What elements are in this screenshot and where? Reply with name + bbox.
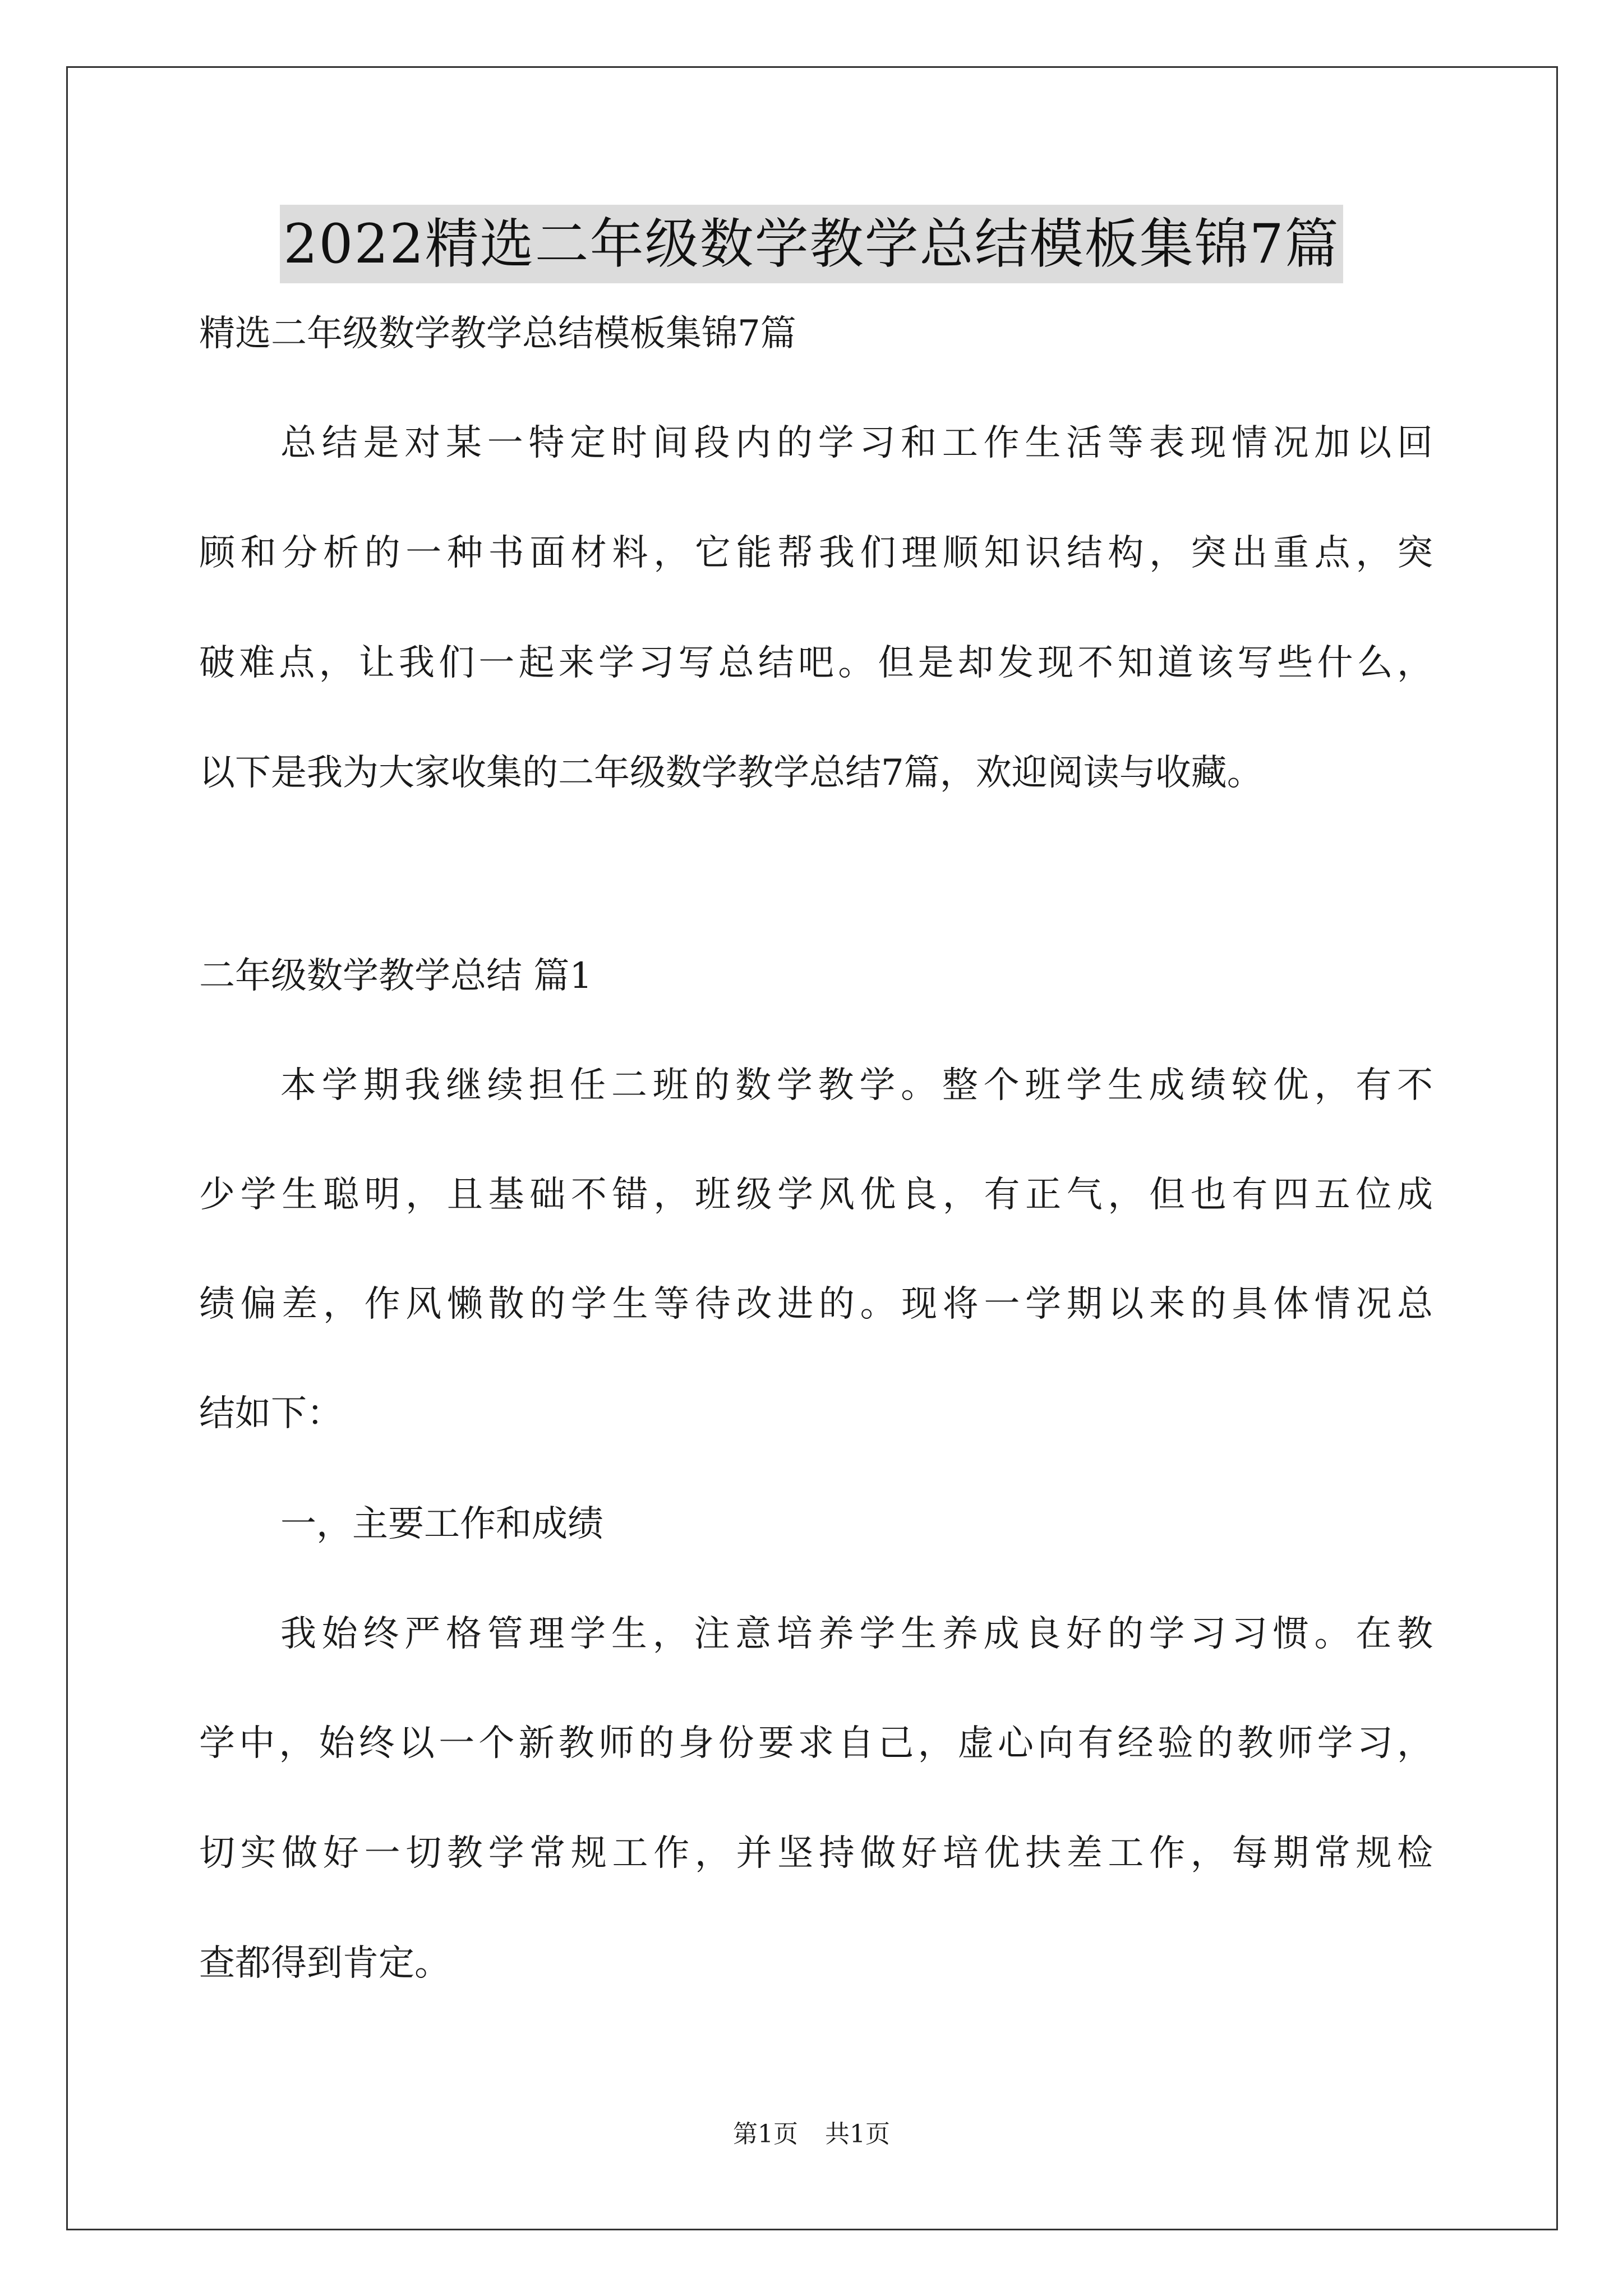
intro-line-1: 总结是对某一特定时间段内的学习和工作生活等表现情况加以回 xyxy=(280,422,1433,464)
document-subtitle: 精选二年级数学教学总结模板集锦7篇 xyxy=(199,313,796,355)
para1-line-4: 结如下： xyxy=(199,1393,343,1434)
page-footer xyxy=(0,2118,1623,2151)
para1-line-1: 本学期我继续担任二班的数学教学。整个班学生成绩较优，有不 xyxy=(280,1065,1433,1106)
document-title: 2022精选二年级数学教学总结模板集锦7篇 xyxy=(280,205,1343,283)
para1-line-2: 少学生聪明，且基础不错，班级学风优良，有正气，但也有四五位成 xyxy=(199,1174,1433,1216)
para2-line-4: 查都得到肯定。 xyxy=(199,1943,450,1984)
page-number-total: 共1页 xyxy=(825,2120,890,2148)
para1-line-3: 绩偏差，作风懒散的学生等待改进的。现将一学期以来的具体情况总 xyxy=(199,1283,1433,1325)
document-title-container xyxy=(0,205,1623,283)
intro-line-4: 以下是我为大家收集的二年级数学教学总结7篇，欢迎阅读与收藏。 xyxy=(199,752,1263,794)
para2-line-3: 切实做好一切教学常规工作，并坚持做好培优扶差工作，每期常规检 xyxy=(199,1833,1433,1874)
section-heading: 二年级数学教学总结 篇1 xyxy=(199,955,593,997)
page-border xyxy=(66,66,1558,2230)
para2-line-1: 我始终严格管理学生，注意培养学生养成良好的学习习惯。在教 xyxy=(280,1613,1433,1655)
para2-line-2: 学中，始终以一个新教师的身份要求自己，虚心向有经验的教师学习， xyxy=(199,1723,1433,1764)
page-number-current: 第1页 xyxy=(733,2120,798,2148)
subheading: 一，主要工作和成绩 xyxy=(280,1503,603,1545)
intro-line-3: 破难点，让我们一起来学习写总结吧。但是却发现不知道该写些什么， xyxy=(199,642,1433,684)
intro-line-2: 顾和分析的一种书面材料，它能帮我们理顺知识结构，突出重点，突 xyxy=(199,532,1433,574)
